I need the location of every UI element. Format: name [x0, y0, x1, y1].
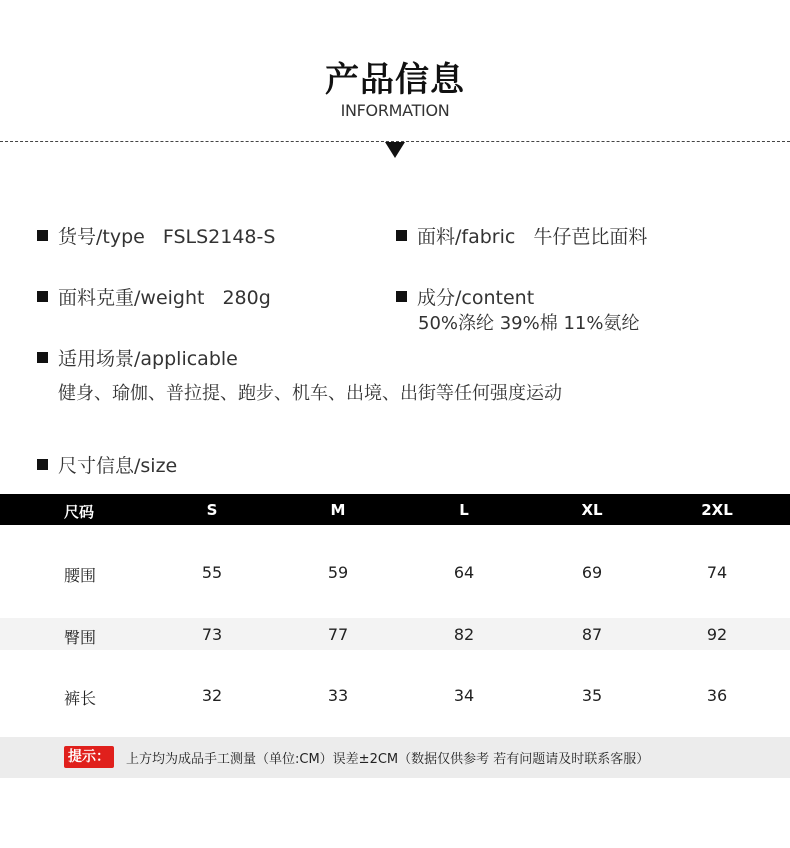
table-cell: 92: [706, 625, 728, 644]
bullet-square-icon: [396, 230, 407, 241]
table-cell: 55: [201, 563, 223, 582]
table-row: [0, 525, 790, 618]
page-subtitle: INFORMATION: [340, 101, 450, 120]
attr-content: [396, 283, 534, 310]
table-cell: 33: [327, 686, 349, 705]
attr-applicable-value: 健身、瑜伽、普拉提、跑步、机车、出境、出街等任何强度运动: [58, 383, 562, 404]
attr-weight: [37, 283, 271, 310]
table-row: [0, 618, 790, 650]
table-cell: 64: [453, 563, 475, 582]
bullet-square-icon: [37, 352, 48, 363]
attr-type-value: FSLS2148-S: [162, 226, 276, 248]
size-section-label-text: 尺寸信息/size: [58, 455, 178, 477]
attr-content-value: 50%涤纶 39%棉 11%氨纶: [418, 313, 640, 334]
attr-applicable-label: 适用场景/applicable: [58, 348, 238, 370]
attr-fabric: [396, 222, 647, 249]
header-cell: XL: [581, 501, 603, 519]
table-cell: 59: [327, 563, 349, 582]
size-table-header: [0, 494, 790, 525]
header-cell: M: [330, 501, 346, 519]
bullet-square-icon: [37, 230, 48, 241]
table-cell: 32: [201, 686, 223, 705]
table-cell: 74: [706, 563, 728, 582]
attr-fabric-label: 面料/fabric: [417, 226, 516, 248]
table-cell: 73: [201, 625, 223, 644]
bullet-square-icon: [396, 291, 407, 302]
attr-applicable: [37, 344, 238, 371]
note-bar: [0, 737, 790, 778]
header-cell: 2XL: [701, 501, 733, 519]
size-section-label: [37, 451, 177, 478]
table-cell: 35: [581, 686, 603, 705]
header-cell: L: [459, 501, 469, 519]
note-tag: 提示：: [64, 746, 114, 768]
row-label: 臀围: [64, 628, 97, 647]
header-cell: S: [206, 501, 218, 519]
attr-type-label: 货号/type: [58, 226, 145, 248]
page-title: 产品信息: [325, 60, 465, 100]
table-cell: 69: [581, 563, 603, 582]
attr-fabric-value: 牛仔芭比面料: [533, 226, 648, 248]
table-cell: 34: [453, 686, 475, 705]
down-triangle-icon: [385, 142, 405, 158]
table-cell: 36: [706, 686, 728, 705]
attr-content-label: 成分/content: [417, 287, 535, 309]
bullet-square-icon: [37, 459, 48, 470]
attr-type: [37, 222, 275, 249]
table-cell: 82: [453, 625, 475, 644]
row-label: 裤长: [64, 689, 97, 708]
table-cell: 77: [327, 625, 349, 644]
bullet-square-icon: [37, 291, 48, 302]
attr-weight-label: 面料克重/weight: [58, 287, 205, 309]
header-cell: 尺码: [64, 503, 95, 521]
note-text: 上方均为成品手工测量（单位:CM）误差±2CM（数据仅供参考 若有问题请及时联系客服）: [126, 752, 650, 767]
table-cell: 87: [581, 625, 603, 644]
row-label: 腰围: [64, 566, 97, 585]
attr-weight-value: 280g: [222, 287, 271, 309]
table-row: [0, 650, 790, 737]
